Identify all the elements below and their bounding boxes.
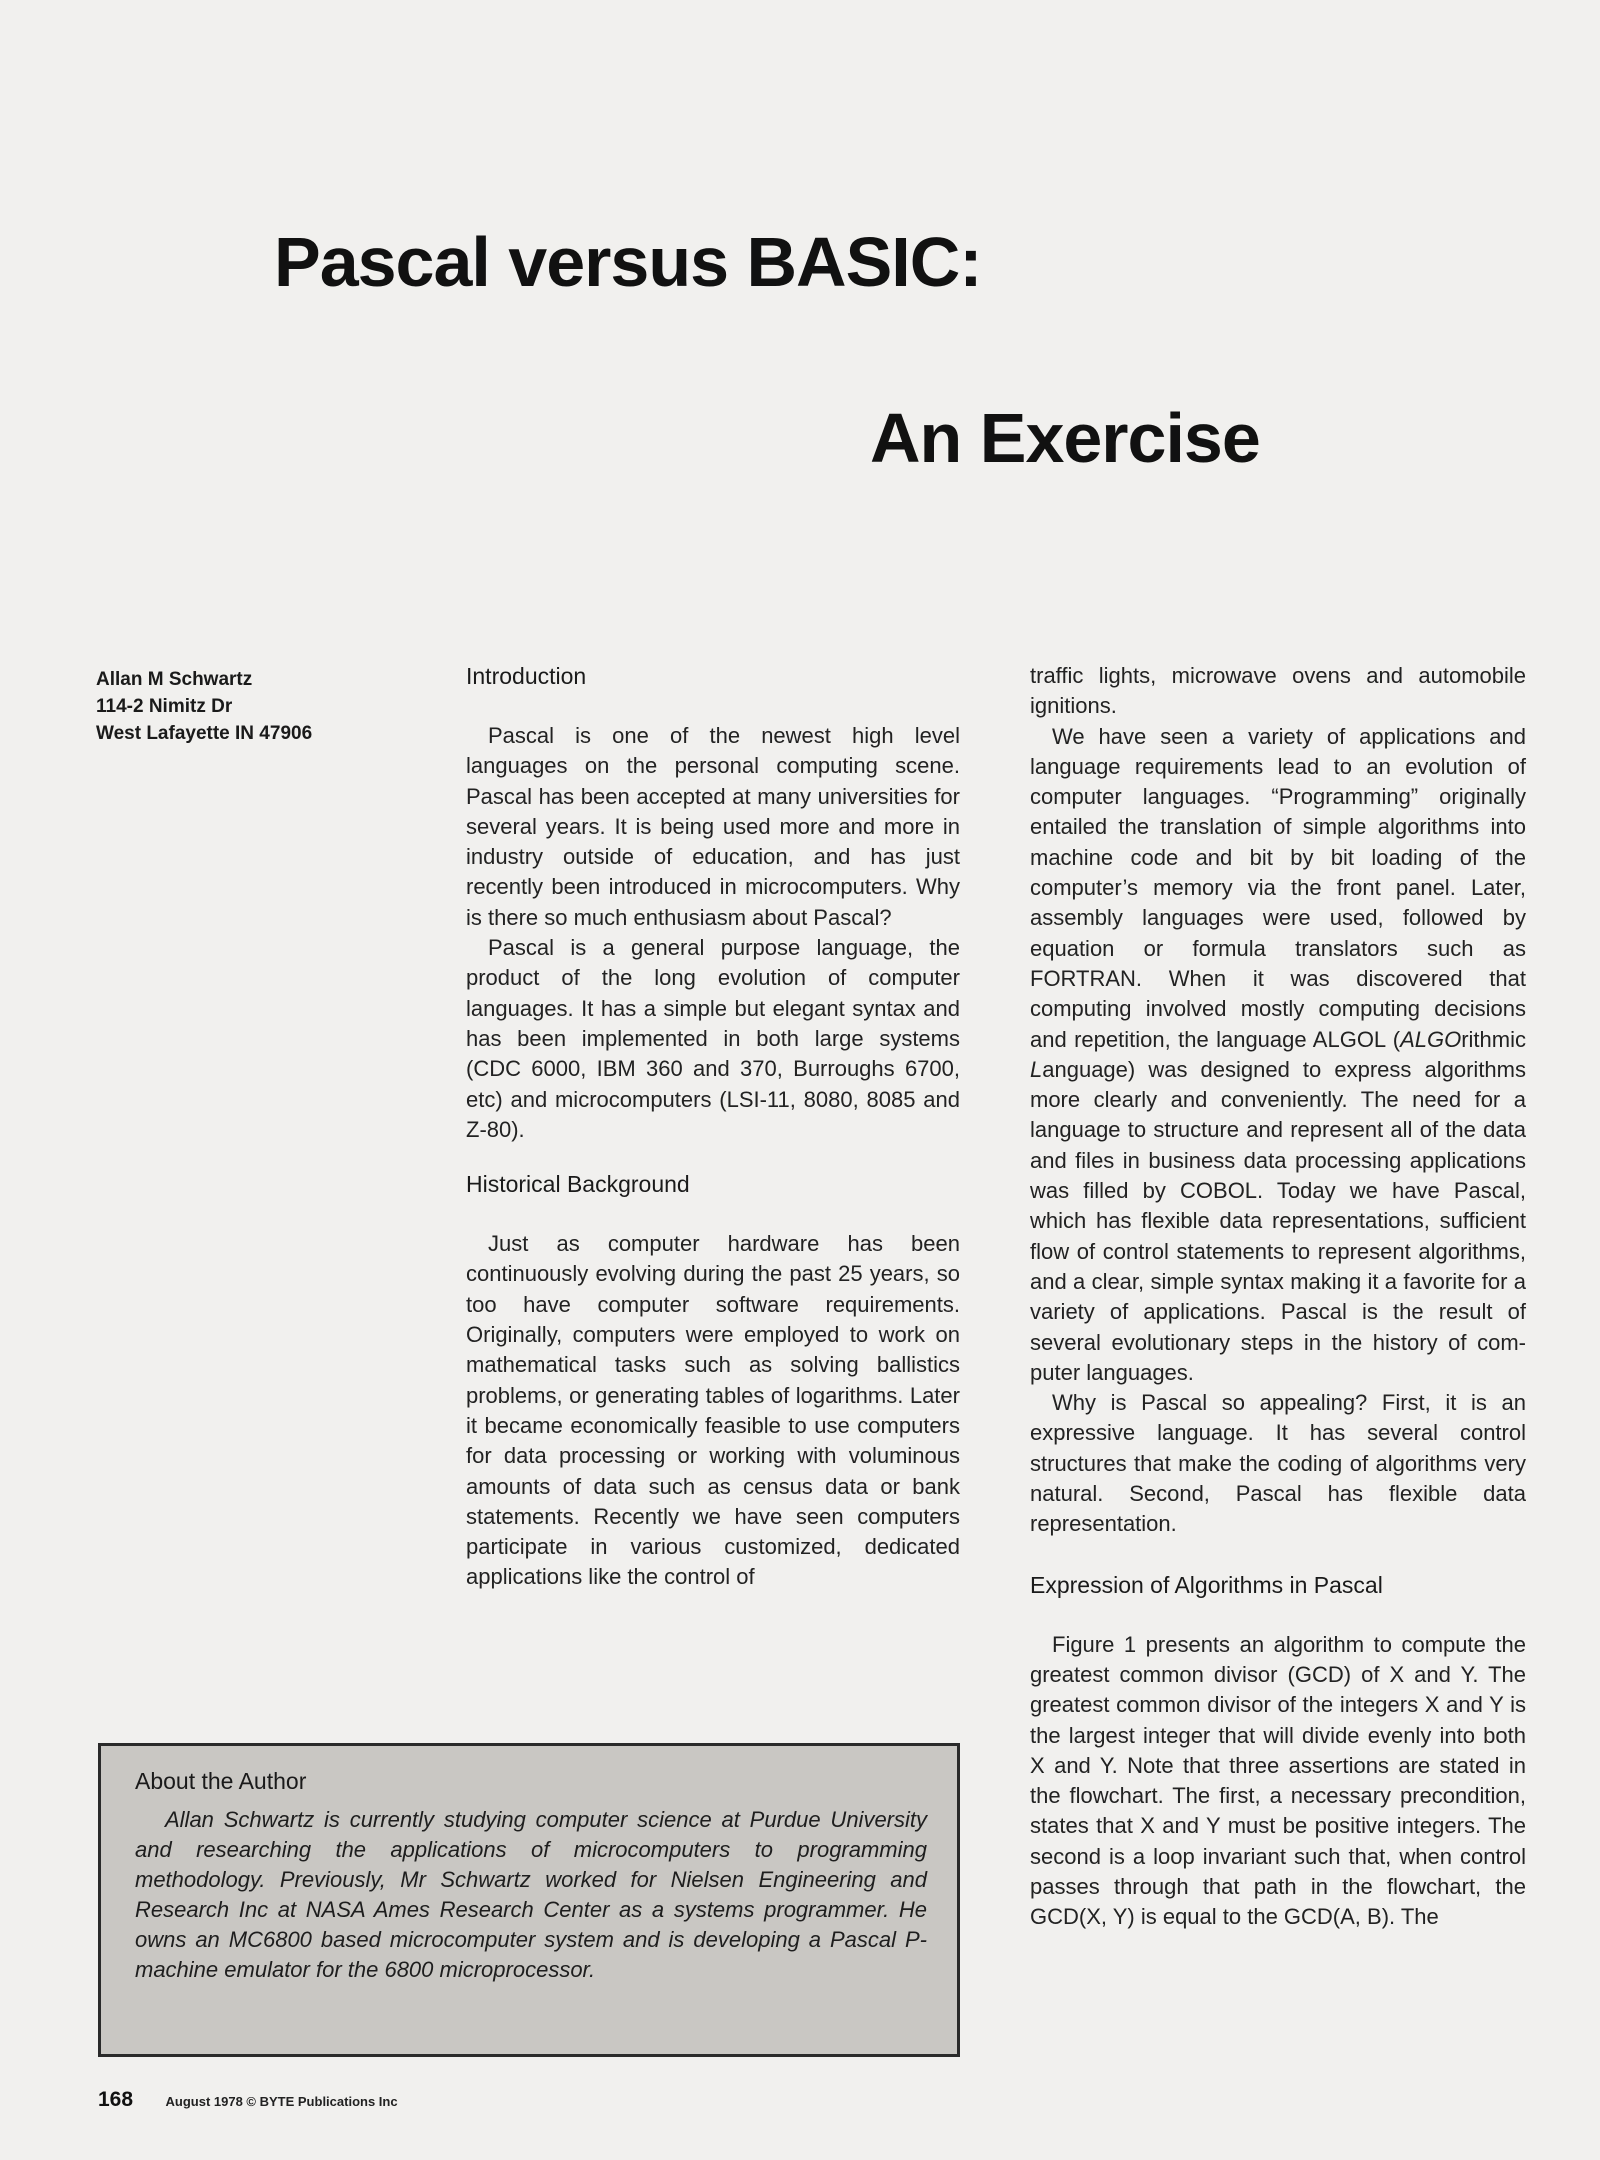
page-footer [98,2088,398,2112]
history-paragraph-1: Just as computer hardware has been continuously evolving during the past 25 years, so too have computer software requirements. Originally, computers were employed to work on mathematical tasks such as solving ballistics problems, or generating tables of logarithms. Later it became economically feasible to use computers for data processing or working with voluminous amounts of data such as census data or bank statements. Recently we have seen computers participate in various customized, dedicated applications like the control of [466,1231,960,1590]
article-title-line-2: An Exercise [870,399,1260,477]
author-name: Allan M Schwartz [96,669,253,690]
introduction-paragraph-2: Pascal is a general purpose language, the product of the long evolution of computer languages. It has a simple but elegant syntax and has been implemented in both large systems (CDC 6000, IBM 360 and 370, Burroughs 6700, etc) and microcomputers (LSI-11, 8080, 8085 and Z-80). [466,935,960,1142]
text-column-1 [466,661,960,1593]
article-title-line-1: Pascal versus BASIC: [274,223,982,301]
expression-paragraph-1: Figure 1 presents an algorithm to compute the greatest common divisor (GCD) of X and Y. The greatest common divisor of the integers X and Y is the largest integer that will divide evenly into both X and Y. Note that three assertions are stated in the flowchart. The first, a necessary precondition, states that X and Y must be positive integers. The second is a loop invariant such that, when control passes through that path in the flowchart, the GCD(X, Y) is equal to the GCD(A, B). The [1030,1631,1526,1930]
history-heading: Historical Background [466,1171,690,1198]
expression-heading: Expression of Algorithms in Pascal [1030,1571,1383,1598]
history-paragraph-3: Why is Pascal so appealing? First, it is an expressive language. It has several control structures that make the coding of algorithms very natural. Second, Pascal has flexible data representation. [1030,1390,1526,1537]
text-column-2 [1030,661,1526,1933]
about-author-text: Allan Schwartz is currently studying computer science at Purdue University and researching the applications of microcomputers to programming methodology. Previously, Mr Schwartz worked for Nielsen Engineering and Research Inc at NASA Ames Research Center as a systems programmer. He owns an MC6800 based microcomputer system and is developing a Pascal P-machine emulator for the 6800 microprocessor. [135,1807,927,1982]
author-street: 114-2 Nimitz Dr [96,696,233,717]
publication-credit: August 1978 © BYTE Publications Inc [165,2094,398,2109]
history-paragraph-2: We have seen a variety of applications and language requirements lead to an evolution of computer languages. “Programming” originally entailed the translation of simple algorithms into machine code and bit by bit loading of the computer’s memory via the front panel. Later, assembly languages were used, followed by equation or formula translators such as FORTRAN. When it was discovered that computing involved mostly computing decisions and repetition, the language ALGOL (ALGOrithmic Language) was designed to express algorithms more clearly and conveniently. The need for a language to structure and represent all of the data and files in business data processing applications was filled by COBOL. Today we have Pascal, which has flexible data representations, sufficient flow of control statements to represent algorithms, and a clear, simple syntax making it a favorite for a variety of applications. Pascal is the result of several evolutionary steps in the history of computer languages. [1030,723,1526,1385]
page-number: 168 [98,2088,134,2111]
author-city: West Lafayette IN 47906 [96,723,313,744]
introduction-heading: Introduction [466,663,587,689]
introduction-paragraph-1: Pascal is one of the newest high level languages on the personal computing scene. Pascal has been accepted at many universities for several years. It is being used more and more in industry outside of education, and has just recently been introduced in microcomputers. Why is there so much enthusiasm about Pascal? [466,723,960,930]
about-author-box [98,1743,960,2057]
about-author-heading: About the Author [135,1768,307,1794]
history-paragraph-1-continued: traffic lights, microwave ovens and automobile ignitions. [1030,663,1526,719]
author-block [96,666,386,747]
